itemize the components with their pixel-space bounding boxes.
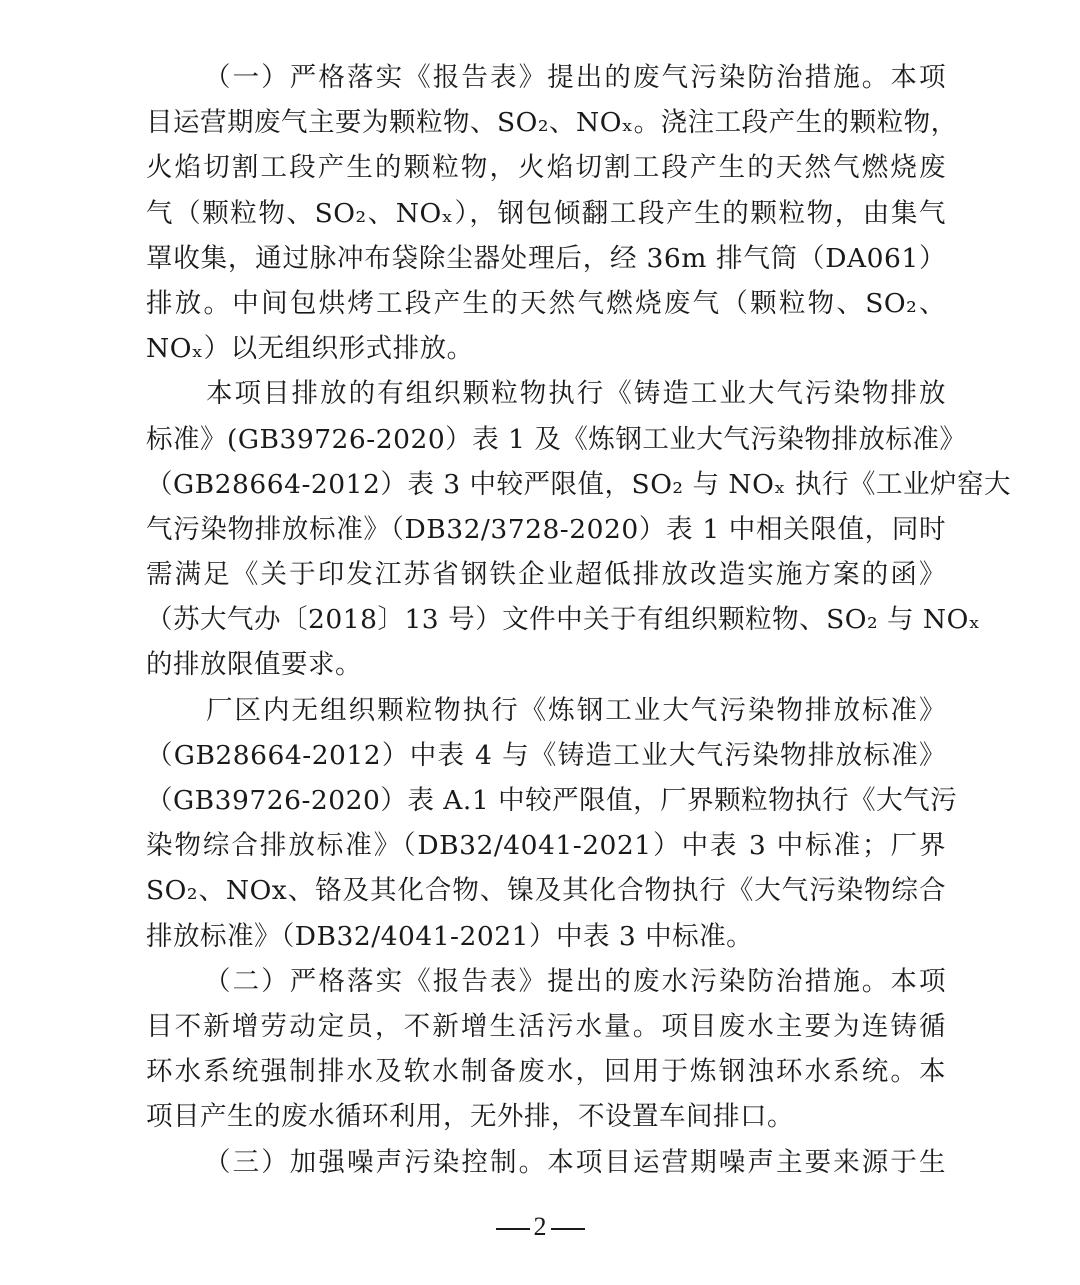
text-line: 标准》(GB39726-2020）表 1 及《炼钢工业大气污染物排放标准》 [146, 423, 967, 455]
text-line: 气（颗粒物、SO₂、NOₓ），钢包倾翻工段产生的颗粒物，由集气 [146, 197, 946, 229]
text-line: （GB28664-2012）中表 4 与《铸造工业大气污染物排放标准》 [146, 739, 946, 771]
text-line: 环水系统强制排水及软水制备废水，回用于炼钢浊环水系统。本 [146, 1056, 946, 1088]
text-line: 目不新增劳动定员，不新增生活污水量。项目废水主要为连铸循 [146, 1010, 946, 1042]
text-line: （苏大气办〔2018〕13 号）文件中关于有组织颗粒物、SO₂ 与 NOₓ [146, 604, 981, 636]
text-line: 染物综合排放标准》（DB32/4041-2021）中表 3 中标准；厂界 [146, 830, 946, 862]
text-line: 需满足《关于印发江苏省钢铁企业超低排放改造实施方案的函》 [146, 559, 946, 591]
text-line: 气污染物排放标准》（DB32/3728-2020）表 1 中相关限值，同时 [146, 513, 946, 545]
footer-dash-left [496, 1228, 530, 1230]
text-line: SO₂、NOx、铬及其化合物、镍及其化合物执行《大气污染物综合 [146, 875, 946, 907]
text-line: 厂区内无组织颗粒物执行《炼钢工业大气污染物排放标准》 [206, 694, 946, 726]
text-line: 的排放限值要求。 [146, 649, 362, 681]
footer-dash-right [551, 1228, 585, 1230]
page-number: 2 [533, 1212, 547, 1241]
text-line: 本项目排放的有组织颗粒物执行《铸造工业大气污染物排放 [206, 378, 946, 410]
text-line: 排放。中间包烘烤工段产生的天然气燃烧废气（颗粒物、SO₂、 [146, 287, 946, 319]
text-line: （GB39726-2020）表 A.1 中较严限值，厂界颗粒物执行《大气污 [146, 785, 958, 816]
text-line: 项目产生的废水循环利用，无外排，不设置车间排口。 [146, 1101, 794, 1133]
text-line: NOₓ）以无组织形式排放。 [146, 333, 474, 365]
text-line: （三）加强噪声污染控制。本项目运营期噪声主要来源于生 [204, 1146, 946, 1178]
text-line: （二）严格落实《报告表》提出的废水污染防治措施。本项 [204, 965, 946, 997]
text-line: 火焰切割工段产生的颗粒物，火焰切割工段产生的天然气燃烧废 [146, 152, 946, 184]
page-footer [0, 1212, 1080, 1242]
text-line: （GB28664-2012）表 3 中较严限值，SO₂ 与 NOₓ 执行《工业炉窑大 [146, 468, 1011, 500]
text-line: 目运营期废气主要为颗粒物、SO₂、NOₓ。浇注工段产生的颗粒物， [146, 107, 958, 139]
text-line: 罩收集，通过脉冲布袋除尘器处理后，经 36m 排气筒（DA061） [146, 242, 946, 274]
document-body [146, 55, 1011, 1185]
text-line: 排放标准》（DB32/4041-2021）中表 3 中标准。 [146, 920, 754, 952]
text-line: （一）严格落实《报告表》提出的废气污染防治措施。本项 [204, 62, 946, 93]
